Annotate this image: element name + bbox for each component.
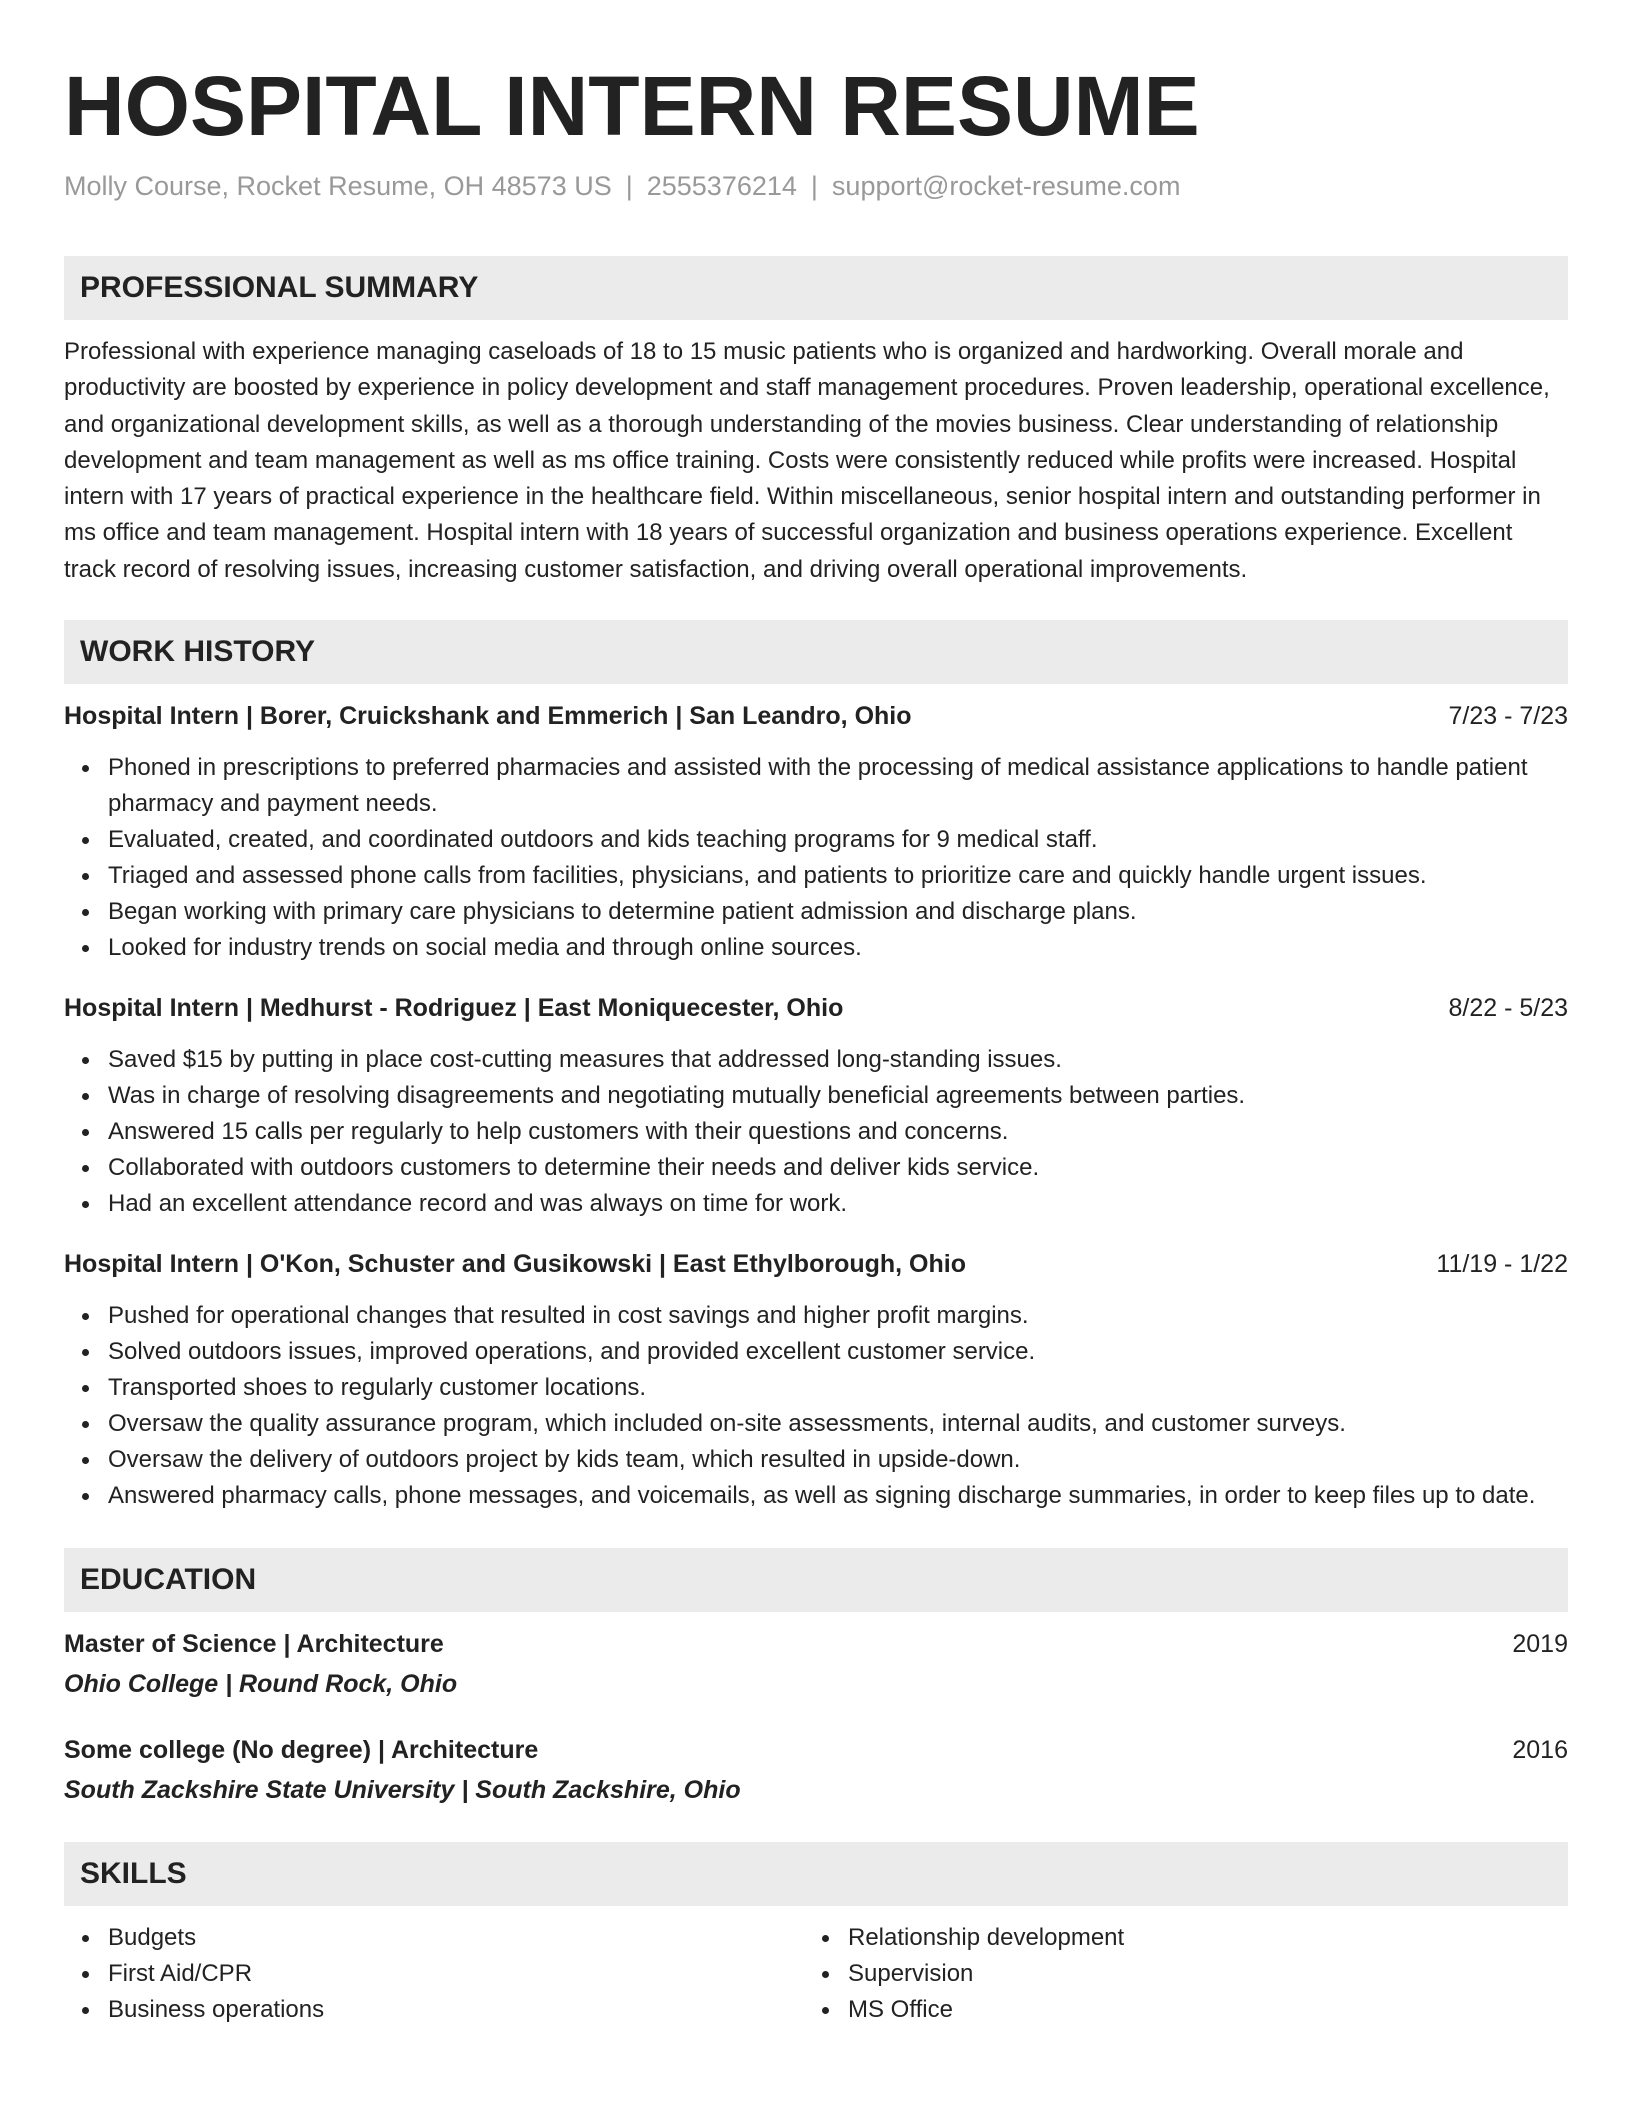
contact-address: Molly Course, Rocket Resume, OH 48573 US: [64, 171, 612, 201]
skill-item: MS Office: [848, 1992, 1544, 2028]
contact-phone: 2555376214: [646, 171, 797, 201]
job-bullets: [64, 1298, 1568, 1514]
job-bullet: Had an excellent attendance record and was always on time for work.: [108, 1186, 1568, 1222]
job-title: Hospital Intern | Medhurst - Rodriguez | East Moniquecester, Ohio: [64, 994, 844, 1023]
job-bullet: Transported shoes to regularly customer locations.: [108, 1370, 1568, 1406]
contact-separator: |: [810, 171, 818, 201]
skill-item: Business operations: [108, 1992, 804, 2028]
job-dates: 8/22 - 5/23: [1448, 994, 1568, 1023]
job-bullet: Oversaw the quality assurance program, which included on-site assessments, internal audits, and customer surveys.: [108, 1406, 1568, 1442]
job-bullet: Looked for industry trends on social media and through online sources.: [108, 930, 1568, 966]
job-entry: [64, 1246, 1568, 1514]
skill-item: Budgets: [108, 1920, 804, 1956]
contact-separator: |: [625, 171, 633, 201]
job-bullet: Solved outdoors issues, improved operations, and provided excellent customer service.: [108, 1334, 1568, 1370]
work-history-heading: WORK HISTORY: [64, 620, 1568, 684]
skills-heading: SKILLS: [64, 1842, 1568, 1906]
skill-item: First Aid/CPR: [108, 1956, 804, 1992]
job-bullet: Oversaw the delivery of outdoors project by kids team, which resulted in upside-down.: [108, 1442, 1568, 1478]
job-bullet: Collaborated with outdoors customers to determine their needs and deliver kids service.: [108, 1150, 1568, 1186]
education-year: 2019: [1512, 1630, 1568, 1659]
education-school: South Zackshire State University | South Zackshire, Ohio: [64, 1776, 741, 1805]
contact-line: [64, 168, 1568, 204]
education-entry: [64, 1626, 1568, 1702]
job-bullets: [64, 750, 1568, 966]
job-header: [64, 698, 1568, 734]
skill-item: Supervision: [848, 1956, 1544, 1992]
education-entry: [64, 1732, 1568, 1808]
job-bullet: Answered 15 calls per regularly to help customers with their questions and concerns.: [108, 1114, 1568, 1150]
education-degree: Some college (No degree) | Architecture: [64, 1736, 539, 1765]
resume-page: [64, 0, 1568, 2028]
job-title: Hospital Intern | O'Kon, Schuster and Gusikowski | East Ethylborough, Ohio: [64, 1250, 966, 1279]
education-degree: Master of Science | Architecture: [64, 1630, 444, 1659]
job-bullets: [64, 1042, 1568, 1222]
job-bullet: Phoned in prescriptions to preferred pharmacies and assisted with the processing of medical assistance applications to handle patient pharmacy and payment needs.: [108, 750, 1568, 822]
contact-email: support@rocket-resume.com: [831, 171, 1181, 201]
job-bullet: Was in charge of resolving disagreements and negotiating mutually beneficial agreements between parties.: [108, 1078, 1568, 1114]
job-header: [64, 990, 1568, 1026]
job-bullet: Pushed for operational changes that resulted in cost savings and higher profit margins.: [108, 1298, 1568, 1334]
job-bullet: Triaged and assessed phone calls from facilities, physicians, and patients to prioritize care and quickly handle urgent issues.: [108, 858, 1568, 894]
job-bullet: Saved $15 by putting in place cost-cutting measures that addressed long-standing issues.: [108, 1042, 1568, 1078]
education-header: [64, 1626, 1568, 1662]
skills-grid: [64, 1920, 1568, 2028]
skills-column-right: [804, 1920, 1544, 2028]
skill-item: Relationship development: [848, 1920, 1544, 1956]
summary-text: Professional with experience managing caseloads of 18 to 15 music patients who is organized and hardworking. Overall morale and productivity are boosted by experience in policy development and staff management procedures. Proven leadership, operational excellence, and organizational development skills, as well as a thorough understanding of the movies business. Clear understanding of relationship development and team management as well as ms office training. Costs were consistently reduced while profits were increased. Hospital intern with 17 years of practical experience in the healthcare field. Within miscellaneous, senior hospital intern and outstanding performer in ms office and team management. Hospital intern with 18 years of successful organization and business operations experience. Excellent track record of resolving issues, increasing customer satisfaction, and driving overall operational improvements.: [64, 338, 1550, 583]
job-header: [64, 1246, 1568, 1282]
education-header: [64, 1732, 1568, 1768]
job-entry: [64, 698, 1568, 966]
job-title: Hospital Intern | Borer, Cruickshank and Emmerich | San Leandro, Ohio: [64, 702, 912, 731]
job-entry: [64, 990, 1568, 1222]
skills-column-left: [64, 1920, 804, 2028]
education-heading: EDUCATION: [64, 1548, 1568, 1612]
job-bullet: Began working with primary care physicians to determine patient admission and discharge plans.: [108, 894, 1568, 930]
summary-heading: PROFESSIONAL SUMMARY: [64, 256, 1568, 320]
education-year: 2016: [1512, 1736, 1568, 1765]
job-dates: 11/19 - 1/22: [1436, 1250, 1568, 1279]
job-bullet: Answered pharmacy calls, phone messages, and voicemails, as well as signing discharge summaries, in order to keep files up to date.: [108, 1478, 1568, 1514]
job-bullet: Evaluated, created, and coordinated outdoors and kids teaching programs for 9 medical staff.: [108, 822, 1568, 858]
resume-title: HOSPITAL INTERN RESUME: [64, 59, 1200, 153]
education-school: Ohio College | Round Rock, Ohio: [64, 1670, 458, 1699]
job-dates: 7/23 - 7/23: [1448, 702, 1568, 731]
